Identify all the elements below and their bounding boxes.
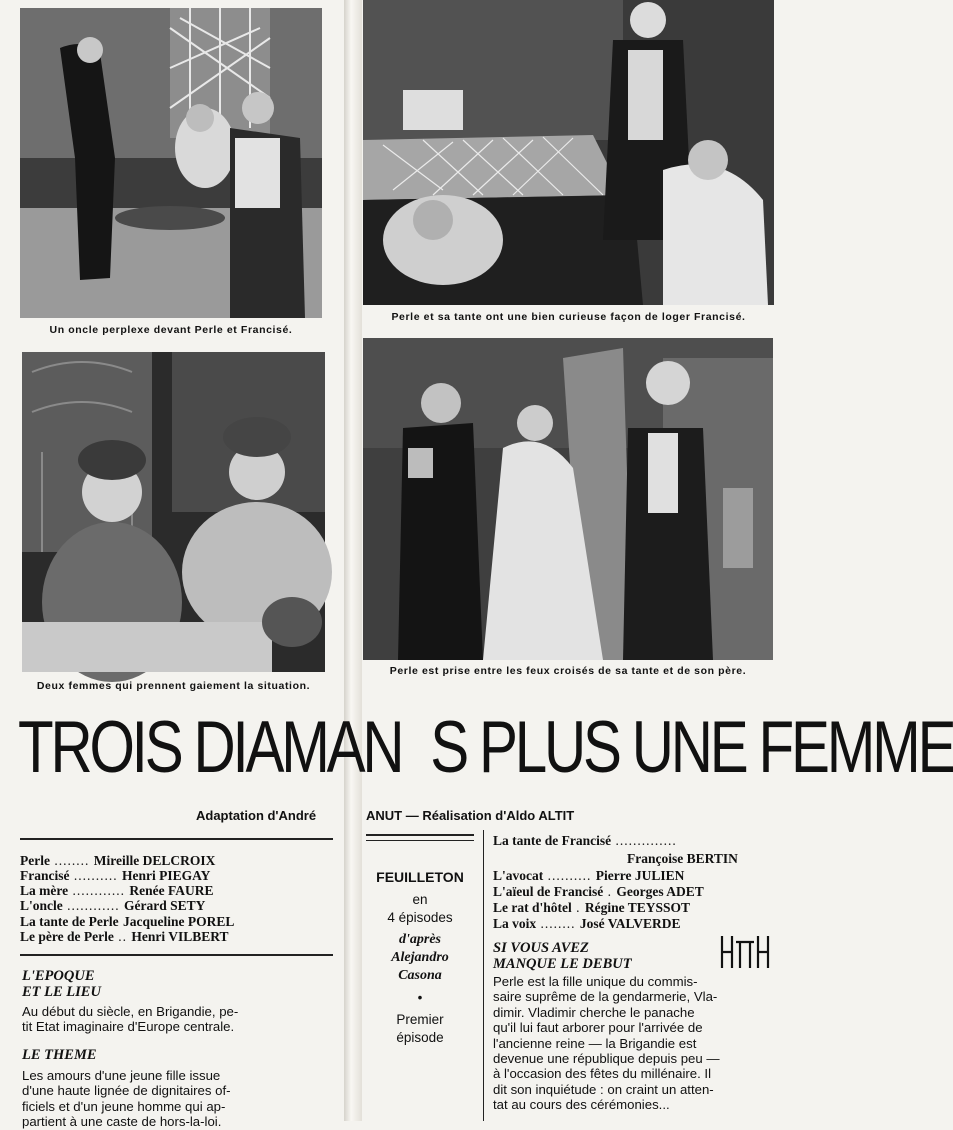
cast-line: La mère ............ Renée FAURE bbox=[20, 883, 214, 898]
divider bbox=[20, 838, 333, 840]
cast-line: L'aïeul de Francisé . Georges ADET bbox=[493, 884, 704, 899]
cast-line: L'avocat .......... Pierre JULIEN bbox=[493, 868, 685, 883]
cast-line: Francisé .......... Henri PIEGAY bbox=[20, 868, 211, 883]
cast-line: Le père de Perle .. Henri VILBERT bbox=[20, 929, 229, 944]
credits-right: ANUT — Réalisation d'Aldo ALTIT bbox=[366, 808, 575, 823]
cast-line: Le rat d'hôtel . Régine TEYSSOT bbox=[493, 900, 691, 915]
photo-two-women bbox=[22, 352, 325, 672]
title-left: TROIS DIAMAN bbox=[18, 707, 402, 788]
chairs-and-table-icon bbox=[718, 934, 772, 970]
divider bbox=[483, 830, 484, 1121]
photo-caption: Perle et sa tante ont une bien curieuse façon de loger Francisé. bbox=[391, 311, 746, 323]
article-title bbox=[18, 698, 953, 798]
photo-caption: Deux femmes qui prennent gaiement la situation. bbox=[36, 680, 311, 692]
cast-line: La tante de Perle Jacqueline POREL bbox=[20, 914, 235, 929]
photo-perle-aunt-father bbox=[363, 338, 773, 660]
cast-line: Perle ........ Mireille DELCROIX bbox=[20, 853, 216, 868]
section-heading: LE THEME bbox=[22, 1047, 97, 1063]
photo-caption: Perle est prise entre les feux croisés de sa tante et de son père. bbox=[389, 665, 747, 677]
divider bbox=[366, 840, 474, 841]
divider bbox=[366, 834, 474, 836]
epoque-text: Au début du siècle, en Brigandie, pe- tit Etat imaginaire d'Europe centrale. bbox=[22, 1004, 239, 1035]
debut-text: Perle est la fille unique du commis- saire suprême de la gendarmerie, Vla- dimir. Vladimir cherche le panache qu'il lui faut arborer pour l'arrivée de l'ancienne reine — la Brigandie est devenue une république depuis peu — à l'occasion des fêtes du millénaire. Il dit son inquiétude : on craint un atten- tat au cours des cérémonies... bbox=[493, 974, 720, 1113]
title-right: S PLUS UNE FEMME bbox=[430, 707, 953, 788]
divider bbox=[20, 954, 333, 956]
cast-line: La voix ........ José VALVERDE bbox=[493, 916, 681, 931]
section-heading: L'EPOQUE ET LE LIEU bbox=[22, 968, 101, 1000]
cast-line: L'oncle ............ Gérard SETY bbox=[20, 898, 206, 913]
photo-perle-aunt-trunk bbox=[363, 0, 774, 305]
cast-line: Françoise BERTIN bbox=[627, 851, 738, 866]
credits-left: Adaptation d'André bbox=[196, 808, 317, 823]
photo-uncle-perle-francise bbox=[20, 8, 322, 318]
section-heading: SI VOUS AVEZ MANQUE LE DEBUT bbox=[493, 940, 632, 972]
feuilleton-label: FEUILLETON bbox=[376, 869, 464, 885]
cast-line: La tante de Francisé .............. bbox=[493, 833, 677, 848]
feuilleton-box: FEUILLETON en 4 épisodes d'après Alejandro Casona • Premier épisode bbox=[360, 868, 480, 1047]
photo-caption: Un oncle perplexe devant Perle et Francisé. bbox=[49, 324, 293, 336]
theme-text: Les amours d'une jeune fille issue d'une haute lignée de dignitaires of- ficiels et d'un jeune homme qui ap- partient à une caste de hors-la-loi. bbox=[22, 1068, 231, 1130]
